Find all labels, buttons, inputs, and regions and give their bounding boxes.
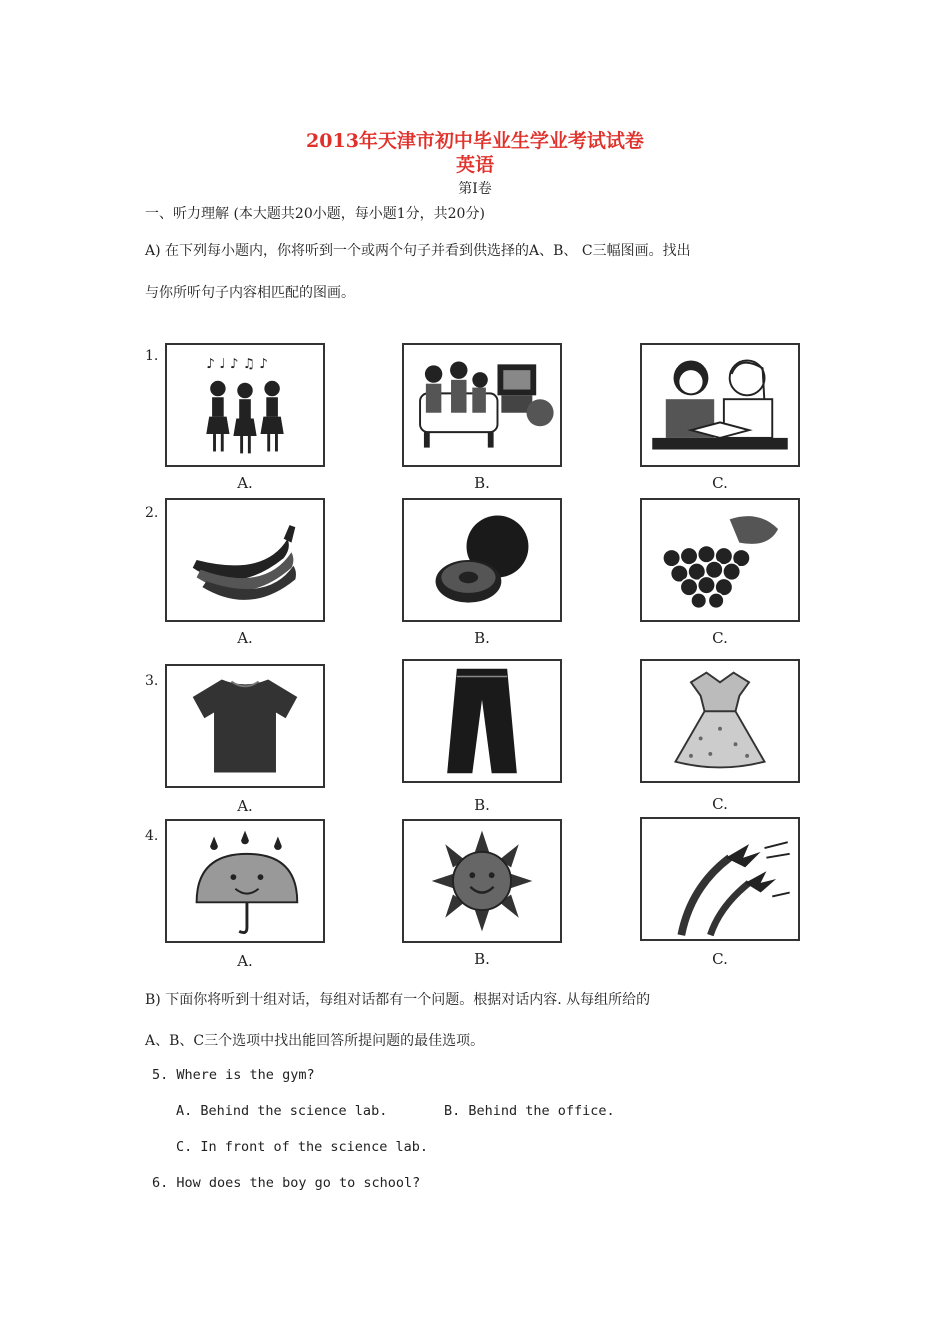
girls-reading-book-icon: [642, 345, 798, 465]
option-image-3c[interactable]: [640, 659, 800, 783]
option-image-4b[interactable]: [402, 819, 562, 943]
option-label: C.: [712, 474, 728, 492]
option-image-1a[interactable]: [165, 343, 325, 467]
rainy-umbrella-icon: [167, 821, 323, 941]
tshirt-icon: [167, 666, 323, 786]
question-number: 2.: [145, 505, 159, 521]
trousers-icon: [404, 661, 560, 781]
option-label: B.: [474, 796, 490, 814]
option-image-2c[interactable]: [640, 498, 800, 622]
option-label: B.: [474, 474, 490, 492]
singing-girls-icon: [167, 345, 323, 465]
option-image-3b[interactable]: [402, 659, 562, 783]
option-label: B.: [474, 629, 490, 647]
option-image-4a[interactable]: [165, 819, 325, 943]
part-a-instruction-line2: 与你所听句子内容相匹配的图画。: [145, 285, 355, 301]
volume-label: 第I卷: [458, 181, 492, 197]
option-label: C.: [712, 629, 728, 647]
option-label: C.: [712, 795, 728, 813]
option-label: A.: [237, 474, 253, 492]
grapes-icon: [642, 500, 798, 620]
option-image-4c[interactable]: [640, 817, 800, 941]
question-6: [152, 1175, 420, 1191]
option-label: C.: [712, 950, 728, 968]
part-a-instruction-line1: A) 在下列每小题内，你将听到一个或两个句子并看到供选择的A、B、 C三幅图画。找出: [145, 243, 691, 259]
svg-text:♪ ♩ ♪ ♫ ♪: ♪ ♩ ♪ ♫ ♪: [206, 356, 268, 373]
option-image-2b[interactable]: [402, 498, 562, 622]
option-image-1b[interactable]: [402, 343, 562, 467]
question-number: 5.: [152, 1067, 169, 1083]
question-number: 4.: [145, 828, 159, 844]
section-heading: 一、听力理解 (本大题共20小题，每小题1分，共20分): [145, 206, 485, 222]
answer-option-b[interactable]: B. Behind the office.: [444, 1103, 615, 1119]
option-label: B.: [474, 950, 490, 968]
windy-trees-icon: [642, 819, 798, 939]
dress-icon: [642, 661, 798, 781]
answer-option-c[interactable]: C. In front of the science lab.: [176, 1139, 428, 1155]
question-text: Where is the gym?: [176, 1067, 315, 1083]
part-b-instruction-line2: A、B、C三个选项中找出能回答所提问题的最佳选项。: [145, 1033, 485, 1049]
tomato-icon: [404, 500, 560, 620]
question-number: 6.: [152, 1175, 169, 1191]
option-label: A.: [237, 797, 253, 815]
part-b-instruction-line1: B) 下面你将听到十组对话，每组对话都有一个问题。根据对话内容. 从每组所给的: [145, 992, 651, 1008]
question-5: [152, 1067, 315, 1083]
smiling-sun-icon: [404, 821, 560, 941]
answer-option-a[interactable]: A. Behind the science lab.: [176, 1103, 388, 1119]
exam-title: 2013年天津市初中毕业生学业考试试卷: [306, 130, 644, 152]
option-image-3a[interactable]: [165, 664, 325, 788]
subject-title: 英语: [455, 154, 494, 176]
option-image-1c[interactable]: [640, 343, 800, 467]
option-label: A.: [237, 952, 253, 970]
family-watching-tv-icon: [404, 345, 560, 465]
question-number: 3.: [145, 673, 159, 689]
option-label: A.: [237, 629, 253, 647]
option-image-2a[interactable]: [165, 498, 325, 622]
question-number: 1.: [145, 348, 159, 364]
bananas-icon: [167, 500, 323, 620]
question-text: How does the boy go to school?: [176, 1175, 421, 1191]
